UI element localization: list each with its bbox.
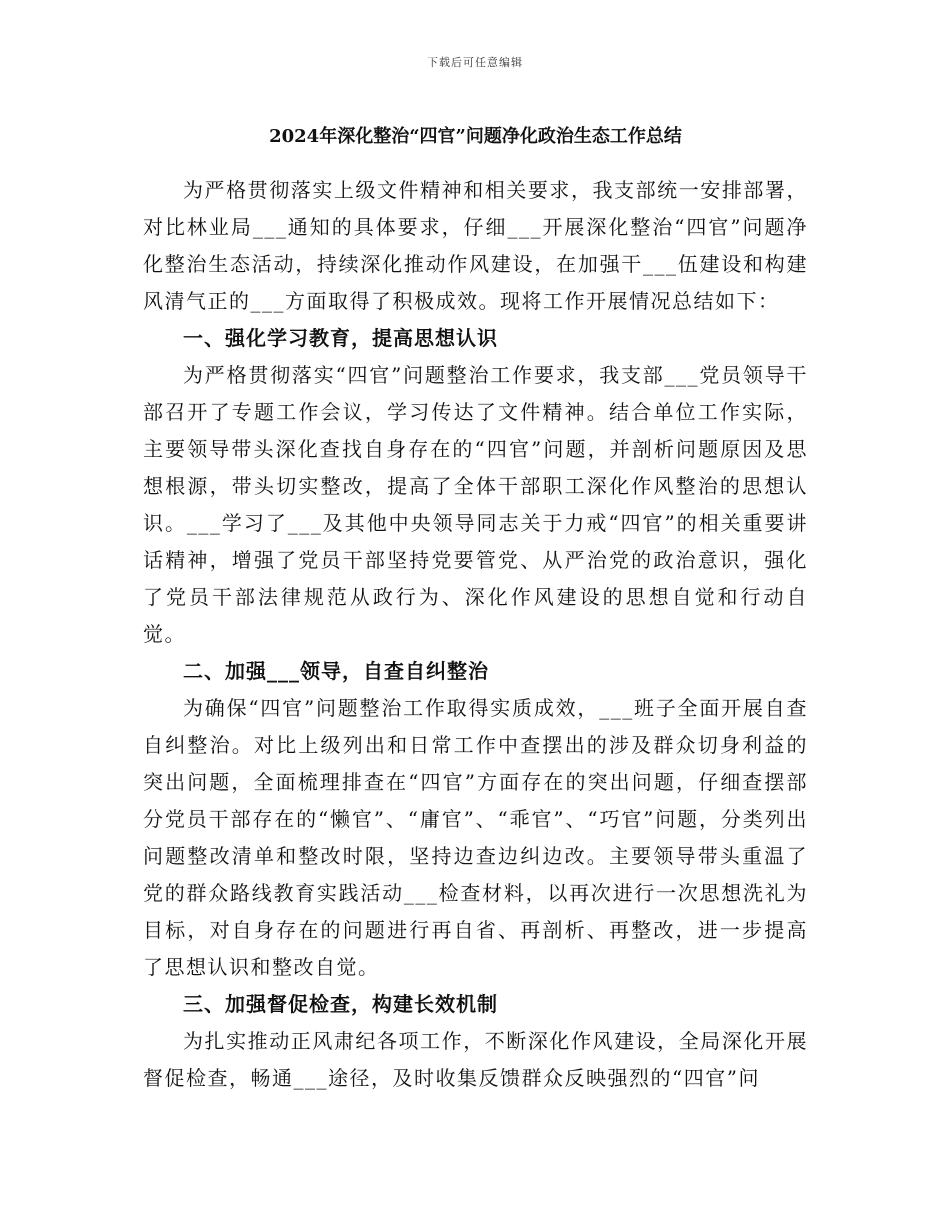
section-1-heading: 一、强化学习教育，提高思想认识: [183, 326, 498, 350]
section-2-heading: 二、加强___领导，自查自纠整治: [183, 659, 489, 683]
section-3-body: 为扎实推动正风肃纪各项工作，不断深化作风建设，全局深化开展督促检查，畅通___途径，及时收集反馈群众反映强烈的“四官”问: [143, 1029, 808, 1090]
section-2-body: 为确保“四官”问题整治工作取得实质成效，___班子全面开展自查自纠整治。对比上级列出和日常工作中查摆出的涉及群众切身利益的突出问题，全面梳理排查在“四官”方面存在的突出问题，仔细查摆部分党员干部存在的“懒官”、“庸官”、“乖官”、“巧官”问题，分类列出问题整改清单和整改时限，坚持边查边纠边改。主要领导带头重温了党的群众路线教育实践活动___检查材料，以再次进行一次思想洗礼为目标，对自身存在的问题进行再自省、再剖析、再整改，进一步提高了思想认识和整改自觉。: [143, 696, 808, 979]
intro-paragraph: 为严格贯彻落实上级文件精神和相关要求，我支部统一安排部署，对比林业局___通知的具体要求，仔细___开展深化整治“四官”问题净化整治生态活动，持续深化推动作风建设，在加强干___伍建设和构建风清气正的___方面取得了积极成效。现将工作开展情况总结如下：: [143, 178, 808, 313]
document-body: [143, 120, 808, 1097]
document-title: 2024年深化整治“四官”问题净化政治生态工作总结: [269, 126, 682, 147]
section-3-heading: 三、加强督促检查，构建长效机制: [183, 992, 498, 1016]
section-1-body: 为严格贯彻落实“四官”问题整治工作要求，我支部___党员领导干部召开了专题工作会议，学习传达了文件精神。结合单位工作实际，主要领导带头深化查找自身存在的“四官”问题，并剖析问题原因及思想根源，带头切实整改，提高了全体干部职工深化作风整治的思想认识。___学习了___及其他中央领导同志关于力戒“四官”的相关重要讲话精神，增强了党员干部坚持党要管党、从严治党的政治意识，强化了党员干部法律规范从政行为、深化作风建设的思想自觉和行动自觉。: [143, 363, 808, 646]
header-note: 下载后可任意编辑: [427, 56, 523, 69]
